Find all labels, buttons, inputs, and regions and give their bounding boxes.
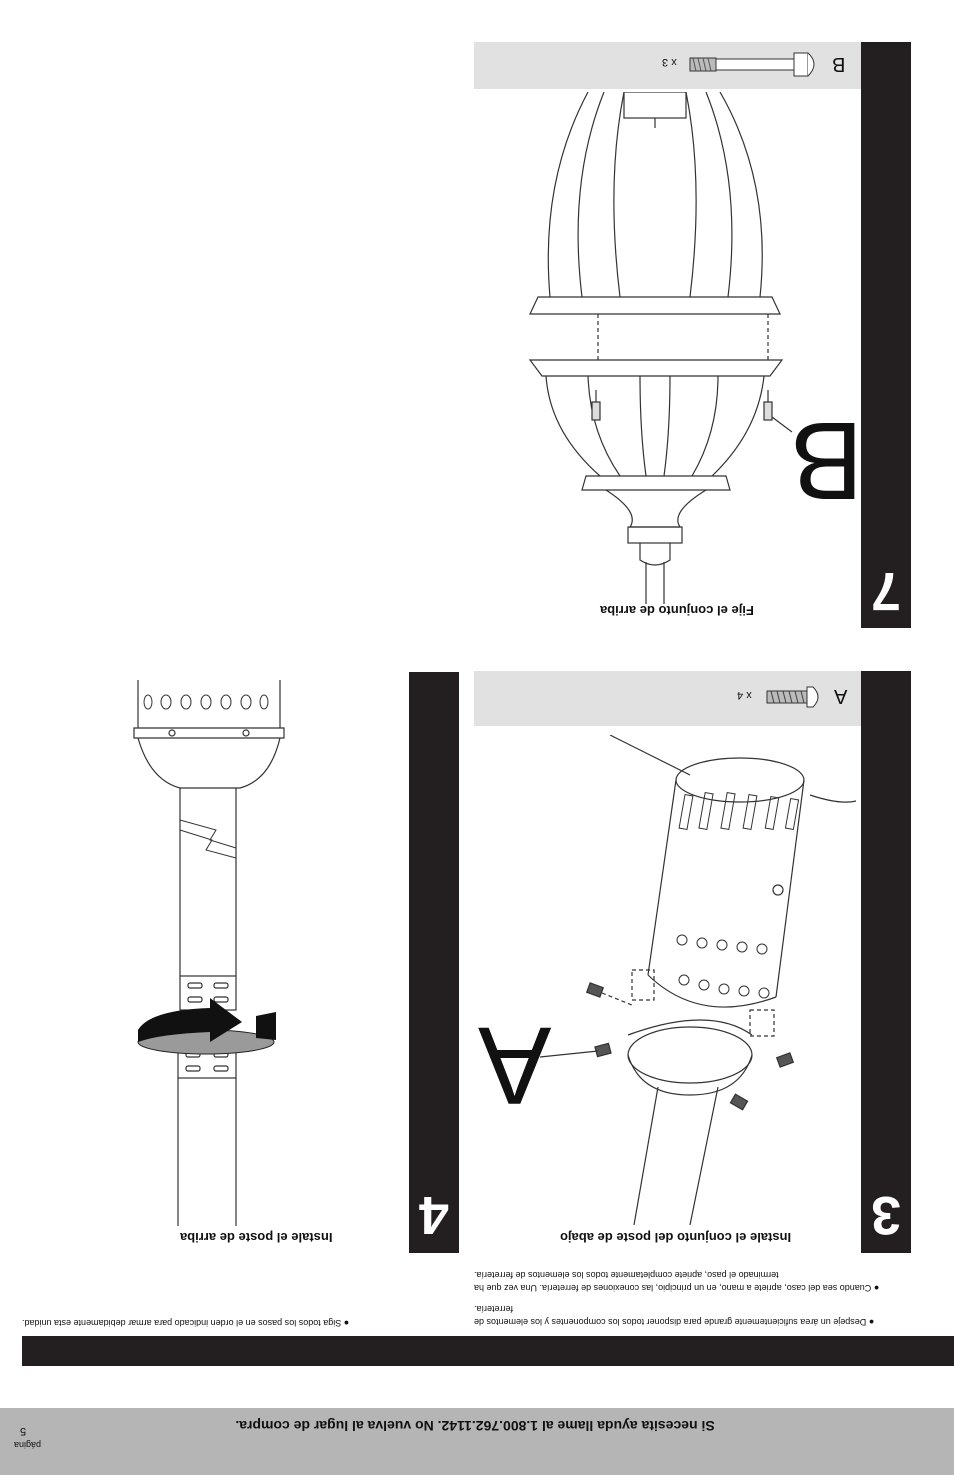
instruction-text: Despeje un área suficientemente grande para disponer todos los componentes y los elementos de ferretería. (474, 1304, 867, 1327)
section-divider-band (22, 1336, 954, 1366)
lantern-top-assembly-illustration (520, 92, 840, 604)
page-number: 5 (20, 1425, 27, 1437)
step7-bar (861, 42, 911, 628)
instruction-text: Cuando sea del caso, apriete a mano, en un principio, las conexiones de ferretería. Una vez que ha terminado el paso, apriete completamente todos los elementos de ferretería. (474, 1270, 872, 1293)
instruction-text: Siga todos los pasos en el orden indicado para armar debidamente esta unidad. (22, 1318, 342, 1328)
step7-hardware-qty: x 3 (662, 56, 677, 68)
step7-title: Fije el conjunto de arriba (600, 603, 754, 618)
step7-number: 7 (870, 561, 902, 621)
step3-callout-letter: A (478, 1004, 552, 1127)
bolt-b-icon (688, 50, 823, 80)
step3-hardware-letter: A (834, 685, 848, 707)
step7-hardware-letter: B (832, 53, 846, 75)
step4-bar (409, 672, 459, 1253)
upper-post-illustration (130, 680, 290, 1230)
step3-number: 3 (870, 1185, 902, 1245)
step3-hardware-qty: x 4 (737, 689, 752, 701)
help-phone-text: Si necesita ayuda llame al 1.800.762.1142. No vuelva al lugar de compra. (235, 1418, 715, 1434)
screw-a-icon (765, 683, 825, 711)
step7-callout-letter: B (790, 399, 864, 522)
step3-bar (861, 671, 911, 1253)
step3-title: Instale el conjunto del poste de abajo (560, 1230, 792, 1245)
step4-number: 4 (418, 1185, 450, 1245)
lower-post-assembly-illustration (540, 735, 860, 1225)
step4-title: Instale el poste de arriba (180, 1230, 333, 1245)
instruction-bullet: ● Siga todos los pasos en el orden indicado para armar debidamente esta unidad. (22, 1318, 350, 1328)
instruction-bullet: ● Cuando sea del caso, apriete a mano, en un principio, las conexiones de ferretería. Una vez que ha terminado el paso, apriete completamente todos los elementos de ferretería. (474, 1270, 880, 1293)
instruction-bullet: ● Despeje un área suficientemente grande para disponer todos los componentes y los elementos de ferretería. (474, 1304, 875, 1327)
page-label: página (14, 1440, 42, 1450)
